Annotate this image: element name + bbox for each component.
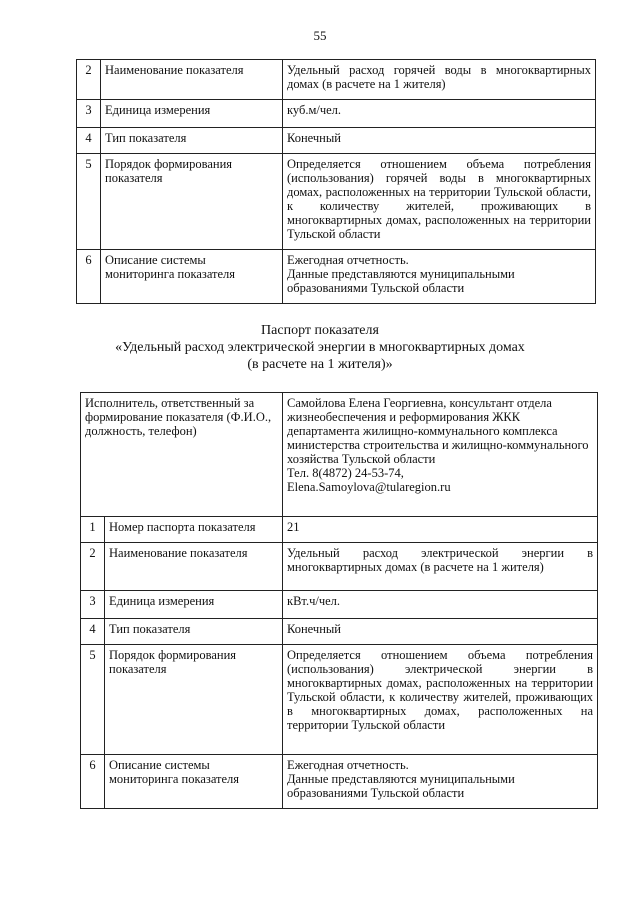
passport-heading [0,322,640,373]
row-number: 1 [81,517,105,543]
value-line: Данные представляются муниципальными образованиями Тульской области [287,772,515,800]
executor-label: Исполнитель, ответственный за формирование показателя (Ф.И.О., должность, телефон) [81,393,283,517]
row-value: кВт.ч/чел. [283,591,598,619]
row-label: Порядок формирования показателя [105,645,283,755]
row-number: 6 [81,755,105,809]
row-value: Определяется отношением объема потребления (использования) горячей воды в многоквартирных домах, расположенных на территории Тульской области, к количеству жителей, проживающих в многоквартирных домах, расположенных на территории Тульской области [283,154,596,250]
row-number: 5 [77,154,101,250]
value-line: Данные представляются муниципальными образованиями Тульской области [287,267,515,295]
row-value: 21 [283,517,598,543]
table-row [81,543,598,591]
heading-line: Паспорт показателя [261,323,379,338]
row-label: Тип показателя [101,128,283,154]
executor-phone: Тел. 8(4872) 24-53-74, [287,466,404,480]
table-row [77,250,596,304]
table-row [81,645,598,755]
row-number: 5 [81,645,105,755]
table-row [77,128,596,154]
row-label: Единица измерения [105,591,283,619]
table-row [77,60,596,100]
row-value: Конечный [283,128,596,154]
row-number: 3 [77,100,101,128]
row-value: Удельный расход горячей воды в многоквартирных домах (в расчете на 1 жителя) [283,60,596,100]
row-label: Описание системы мониторинга показателя [101,250,283,304]
row-label: Номер паспорта показателя [105,517,283,543]
row-number: 2 [77,60,101,100]
value-line: Ежегодная отчетность. [287,758,409,772]
row-value: Конечный [283,619,598,645]
row-number: 4 [77,128,101,154]
row-value [283,250,596,304]
passport-table [80,392,598,809]
row-value: Удельный расход электрической энергии в многоквартирных домах (в расчете на 1 жителя) [283,543,598,591]
row-label: Единица измерения [101,100,283,128]
row-label: Порядок формирования показателя [101,154,283,250]
executor-row [81,393,598,517]
table-row [81,517,598,543]
table-row [77,100,596,128]
row-label: Наименование показателя [105,543,283,591]
row-number: 6 [77,250,101,304]
executor-email: Elena.Samoylova@tularegion.ru [287,480,451,494]
row-label: Наименование показателя [101,60,283,100]
row-value: куб.м/чел. [283,100,596,128]
row-label: Описание системы мониторинга показателя [105,755,283,809]
table-row [81,591,598,619]
row-value [283,755,598,809]
value-line: Ежегодная отчетность. [287,253,409,267]
table-row [81,619,598,645]
indicator-table-continued [76,59,596,304]
table-row [77,154,596,250]
row-label: Тип показателя [105,619,283,645]
row-number: 4 [81,619,105,645]
executor-name: Самойлова Елена Георгиевна, консультант отдела жизнеобеспечения и реформирования ЖКК департамента жилищно-коммунального комплекса министерства строительства и жилищно-коммунального хозяйства Тульской области [287,396,589,466]
row-number: 2 [81,543,105,591]
row-value: Определяется отношением объема потребления (использования) электрической энергии в многоквартирных домах, расположенных на территории Тульской области, к количеству жителей, проживающих в многоквартирных домах, расположенных на территории Тульской области [283,645,598,755]
table-row [81,755,598,809]
heading-line: «Удельный расход электрической энергии в многоквартирных домах [115,340,525,355]
heading-line: (в расчете на 1 жителя)» [247,357,393,372]
executor-value [283,393,598,517]
page-number: 55 [313,28,327,43]
row-number: 3 [81,591,105,619]
